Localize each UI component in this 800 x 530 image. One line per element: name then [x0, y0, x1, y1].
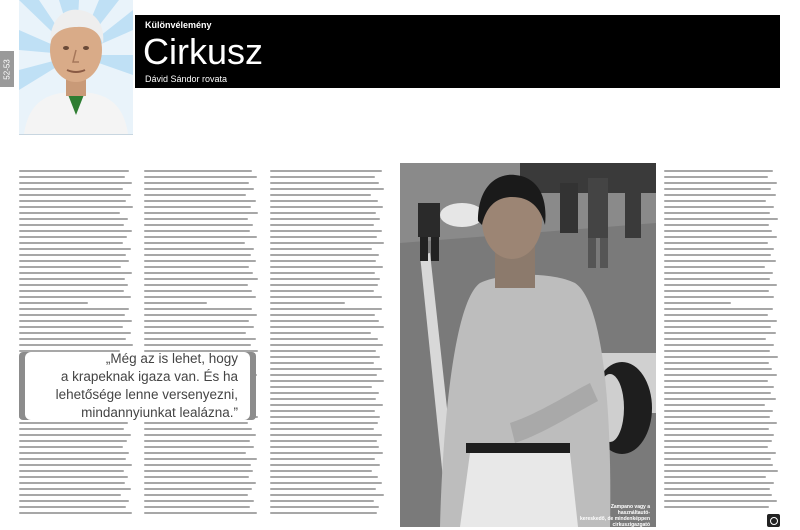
photo-caption-line-1: Zampano vagy a használtautó-	[610, 504, 650, 516]
pull-quote	[19, 352, 256, 420]
pull-quote-line-2: a krapeknak igaza van. És ha	[60, 369, 238, 384]
body-column-4	[664, 170, 779, 525]
pull-quote-line-3: lehetősége lenne versenyezni,	[55, 387, 238, 402]
body-column-3	[270, 170, 385, 525]
article-photo	[400, 163, 656, 527]
page-number-tab	[0, 51, 14, 87]
pull-quote-text	[56, 350, 250, 422]
end-mark-icon	[767, 514, 780, 527]
pull-quote-line-1: „Még az is lehet, hogy	[105, 351, 238, 366]
pull-quote-body	[25, 352, 250, 420]
column-header	[135, 15, 780, 88]
photo-caption-line-3: cirkuszigazgató	[612, 522, 650, 528]
article-title: Cirkusz	[143, 31, 264, 72]
column-byline: Dávid Sándor rovata	[145, 74, 228, 84]
author-portrait	[19, 0, 133, 135]
photo-caption-line-2: kereskedő, de mindenképpen	[579, 516, 650, 522]
pull-quote-line-4: mindannyiunkat lealázna.”	[81, 405, 238, 420]
photo-caption	[578, 504, 650, 528]
column-kicker: Különvélemény	[145, 20, 212, 30]
body-column-1	[19, 170, 134, 525]
page-number: 52-53	[2, 58, 12, 80]
body-column-2	[144, 170, 259, 525]
